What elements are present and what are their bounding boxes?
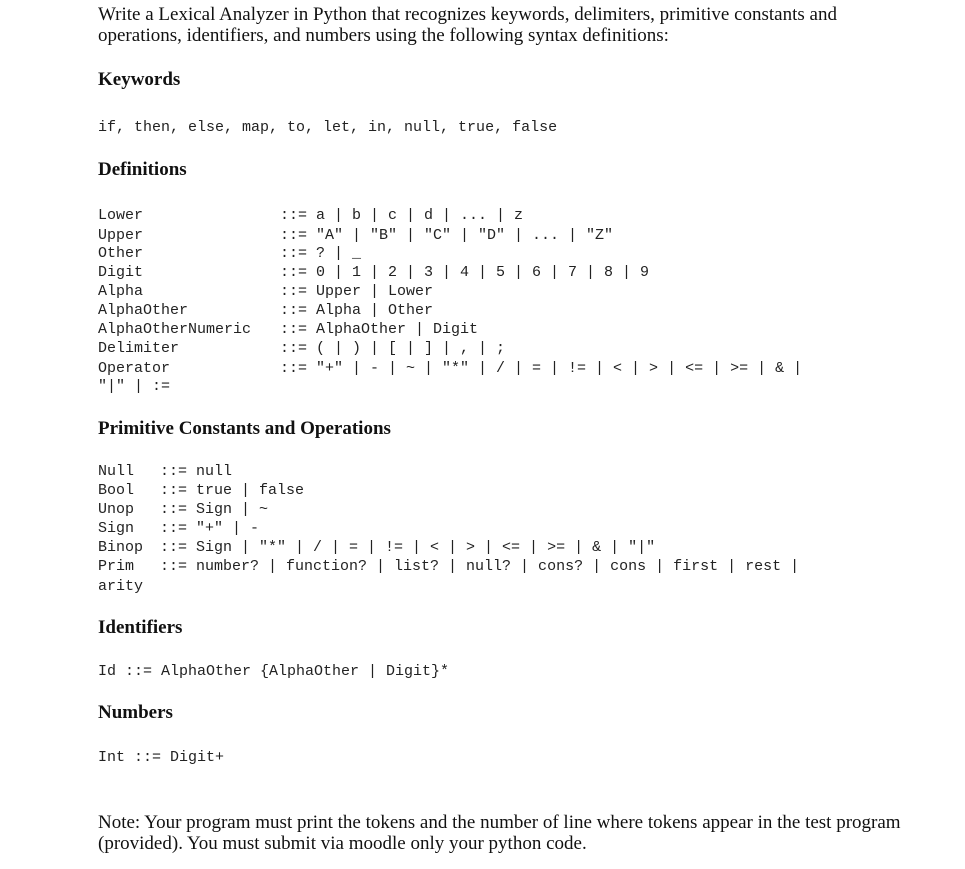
def-name: Upper xyxy=(98,227,144,244)
def-rule: ::= ? | _ xyxy=(280,245,362,262)
prim-rule: ::= Sign | ~ xyxy=(160,501,269,518)
note-paragraph: Note: Your program must print the tokens and the number of line where tokens appear in the test program (provided). You must submit via moodle only your python code. xyxy=(98,812,901,854)
prim-name: Binop xyxy=(98,539,144,556)
def-rule: ::= "A" | "B" | "C" | "D" | ... | "Z" xyxy=(280,227,614,244)
def-rule: ::= Alpha | Other xyxy=(280,302,434,319)
def-rule: ::= "+" | - | ~ | "*" | / | = | != | < | > | <= | >= | & | xyxy=(280,360,803,377)
keywords-list: if, then, else, map, to, let, in, null, true, false xyxy=(98,119,558,136)
prim-rule: ::= true | false xyxy=(160,482,305,499)
prim-name: Null xyxy=(98,463,135,480)
heading-keywords: Keywords xyxy=(98,69,181,90)
prim-rule: ::= null xyxy=(160,463,233,480)
def-name: Operator xyxy=(98,360,171,377)
def-name: Lower xyxy=(98,207,144,224)
number-rule: Int ::= Digit+ xyxy=(98,749,225,766)
def-name: Alpha xyxy=(98,283,144,300)
prim-continuation: arity xyxy=(98,578,144,595)
heading-numbers: Numbers xyxy=(98,702,173,723)
prim-name: Prim xyxy=(98,558,135,575)
def-name: AlphaOther xyxy=(98,302,189,319)
prim-rule: ::= Sign | "*" | / | = | != | < | > | <= | >= | & | "|" xyxy=(160,539,656,556)
prim-rule: ::= "+" | - xyxy=(160,520,260,537)
prim-name: Sign xyxy=(98,520,135,537)
heading-identifiers: Identifiers xyxy=(98,617,183,638)
prim-rule: ::= number? | function? | list? | null? | cons? | cons | first | rest | xyxy=(160,558,800,575)
heading-definitions: Definitions xyxy=(98,159,187,180)
identifier-rule: Id ::= AlphaOther {AlphaOther | Digit}* xyxy=(98,663,450,680)
def-name: Other xyxy=(98,245,144,262)
def-rule: ::= ( | ) | [ | ] | , | ; xyxy=(280,340,506,357)
prim-name: Unop xyxy=(98,501,135,518)
def-name: Digit xyxy=(98,264,144,281)
def-continuation: "|" | := xyxy=(98,378,171,395)
intro-paragraph: Write a Lexical Analyzer in Python that recognizes keywords, delimiters, primitive constants and operations, identifiers, and numbers using the following syntax definitions: xyxy=(98,4,837,46)
def-name: AlphaOtherNumeric xyxy=(98,321,252,338)
def-rule: ::= AlphaOther | Digit xyxy=(280,321,479,338)
prim-name: Bool xyxy=(98,482,135,499)
def-rule: ::= Upper | Lower xyxy=(280,283,434,300)
def-rule: ::= a | b | c | d | ... | z xyxy=(280,207,524,224)
def-name: Delimiter xyxy=(98,340,180,357)
heading-primitives: Primitive Constants and Operations xyxy=(98,418,391,439)
def-rule: ::= 0 | 1 | 2 | 3 | 4 | 5 | 6 | 7 | 8 | 9 xyxy=(280,264,650,281)
